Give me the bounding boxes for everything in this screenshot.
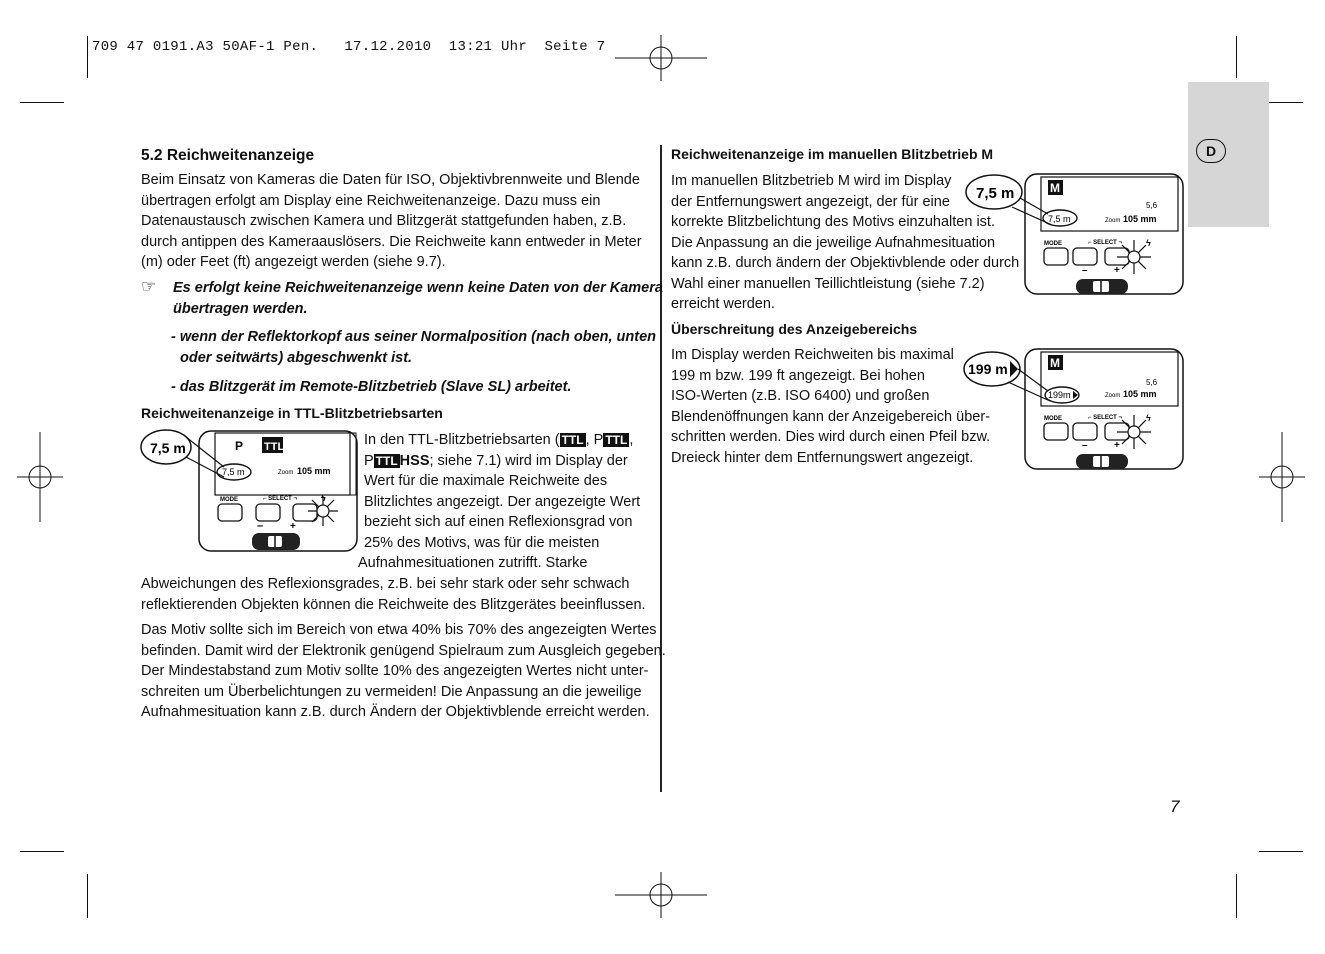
callout-label: 7,5 m bbox=[976, 185, 1015, 202]
note-text: Es erfolgt keine Reichweitenanzeige wenn keine Daten von der Kamera übertragen werden. bbox=[173, 280, 663, 317]
manual-heading: Reichweitenanzeige im manuellen Blitzbetrieb M bbox=[671, 146, 994, 162]
crop-mark bbox=[1236, 36, 1237, 78]
language-tab-letter: D bbox=[1196, 139, 1226, 163]
ttl-badge: TTL bbox=[605, 433, 628, 447]
registration-mark-icon bbox=[1259, 432, 1305, 522]
ttl-badge: TTL bbox=[264, 441, 285, 453]
crop-mark bbox=[1259, 851, 1303, 852]
registration-mark-icon bbox=[17, 432, 63, 522]
flash-display-illustration-ttl bbox=[140, 425, 362, 557]
svg-text:–: – bbox=[1082, 440, 1088, 451]
svg-text:+: + bbox=[290, 521, 296, 532]
svg-text:ϟ: ϟ bbox=[1146, 413, 1151, 423]
range-value: 7,5 m bbox=[222, 467, 245, 477]
callout-label: 7,5 m bbox=[150, 440, 186, 456]
crop-mark bbox=[87, 36, 88, 78]
svg-text:ϟ: ϟ bbox=[321, 493, 326, 503]
range-value: 199m bbox=[1048, 390, 1071, 400]
callout-label: 199 m bbox=[968, 361, 1008, 377]
registration-mark-icon bbox=[615, 872, 707, 918]
flash-display-illustration-manual bbox=[962, 170, 1188, 298]
range-value: 7,5 m bbox=[1048, 214, 1071, 224]
svg-text:MODE: MODE bbox=[1044, 241, 1062, 247]
page-number: 7 bbox=[1170, 797, 1180, 816]
language-tab bbox=[1188, 82, 1269, 227]
svg-text:+: + bbox=[1114, 265, 1120, 276]
svg-text:+: + bbox=[1114, 440, 1120, 451]
intro-paragraph: Beim Einsatz von Kameras die Daten für ISO, Objektivbrennweite und Blende übertragen erfolgt am Display eine Reichweitenanzeige. Dazu muss ein Datenaustausch zwischen Kamera und Blitzgerät stattgefunden haben, z.B. durch antippen des Kameraauslösers. Die Reichweite kann entweder in Meter (m) oder Feet (ft) angezeigt werden (siehe 9.7). bbox=[141, 172, 642, 270]
overflow-paragraph: Im Display werden Reichweiten bis maximal 199 m bzw. 199 ft angezeigt. Bei hohen ISO-Werten (z.B. ISO 6400) und großen Blendenöffnungen kann der Anzeigebereich über- schritten werden. Dies wird durch einen Pfeil bzw. Dreieck hinter dem Entfernungswert angezeigt. bbox=[671, 347, 991, 466]
zoom-label: Zoom bbox=[1105, 218, 1121, 224]
distance-paragraph: Das Motiv sollte sich im Bereich von etwa 40% bis 70% des angezeigten Wertes befinden. Damit wird der Elektronik genügend Spielraum zum Ausgleich gegeben. Der Mindestabstand zum Motiv sollte 10% des angezeigten Wertes nicht unter- schreiten um Überbelichtungen zu vermeiden! Die Anpassung an die jeweilige Aufnahmesituation kann z.B. durch Ändern der Objektivblende erreicht werden. bbox=[141, 622, 666, 720]
subsection-heading: Reichweitenanzeige in TTL-Blitzbetriebsarten bbox=[141, 405, 443, 421]
ttl-paragraph-wrap: In den TTL-Blitzbetriebsarten ( TTL , P TTL , P TTL HSS; siehe 7.1) wird im Display der Wert für die maximale Reichweite des Blitzlichtes angezeigt. Der angezeigte Wert bezieht sich auf einen Reflexionsgrad von 25% des Motivs, was für die meisten Aufnahmesituationen zutrifft. Starke bbox=[358, 432, 641, 571]
aperture-value: 5,6 bbox=[1146, 378, 1158, 387]
print-slug: 709 47 0191.A3 50AF-1 Pen. 17.12.2010 13:21 Uhr Seite 7 bbox=[92, 39, 606, 55]
ttl-badge: TTL bbox=[375, 453, 398, 468]
registration-mark-icon bbox=[615, 35, 707, 81]
svg-text:ϟ: ϟ bbox=[1146, 238, 1151, 248]
zoom-value: 105 mm bbox=[1123, 389, 1157, 399]
mode-button-label: MODE bbox=[220, 497, 238, 503]
overflow-heading: Überschreitung des Anzeigebereichs bbox=[671, 321, 918, 337]
crop-mark bbox=[87, 874, 88, 918]
manual-paragraph: Im manuellen Blitzbetrieb M wird im Display der Entfernungswert angezeigt, der für eine korrekte Blitzbelichtung des Motivs einzuhalten ist. Die Anpassung an die jeweilige Aufnahmesituation kann z.B. durch ändern der Objektivblende oder durch Wahl einer manuellen Teillichtleistung (siehe 7.2) erreicht werden. bbox=[671, 173, 1020, 312]
zoom-value: 105 mm bbox=[297, 466, 331, 476]
note-bullet: - wenn der Reflektorkopf aus seiner Normalposition (nach oben, unten oder seitwärts) abgeschwenkt ist. bbox=[171, 329, 657, 366]
zoom-label: Zoom bbox=[1105, 393, 1121, 399]
note-bullet: - das Blitzgerät im Remote-Blitzbetrieb (Slave SL) arbeitet. bbox=[171, 379, 572, 395]
svg-text:–: – bbox=[1082, 265, 1088, 276]
aperture-value: 5,6 bbox=[1146, 201, 1158, 210]
ttl-paragraph-full: Abweichungen des Reflexionsgrades, z.B. bei sehr stark oder sehr schwach reflektierenden Objekten können die Reichweite des Blitzgerätes beeinflussen. bbox=[141, 576, 646, 613]
note-hand-icon: ☞ bbox=[141, 277, 157, 296]
mode-letter: P bbox=[235, 439, 244, 453]
crop-mark bbox=[20, 851, 64, 852]
mode-letter: M bbox=[1050, 356, 1060, 370]
svg-text:⌐ SELECT ¬: ⌐ SELECT ¬ bbox=[1088, 240, 1123, 246]
crop-mark bbox=[1236, 874, 1237, 918]
ttl-badge: TTL bbox=[561, 433, 584, 447]
svg-text:–: – bbox=[257, 520, 264, 532]
section-heading: 5.2 Reichweitenanzeige bbox=[141, 147, 315, 164]
svg-text:MODE: MODE bbox=[1044, 416, 1062, 422]
zoom-value: 105 mm bbox=[1123, 214, 1157, 224]
crop-mark bbox=[20, 102, 64, 103]
flash-display-illustration-overflow bbox=[962, 345, 1188, 473]
mode-letter: M bbox=[1050, 181, 1060, 195]
zoom-label: Zoom bbox=[278, 470, 294, 476]
select-label: ⌐ SELECT ¬ bbox=[263, 496, 298, 502]
svg-text:⌐ SELECT ¬: ⌐ SELECT ¬ bbox=[1088, 415, 1123, 421]
